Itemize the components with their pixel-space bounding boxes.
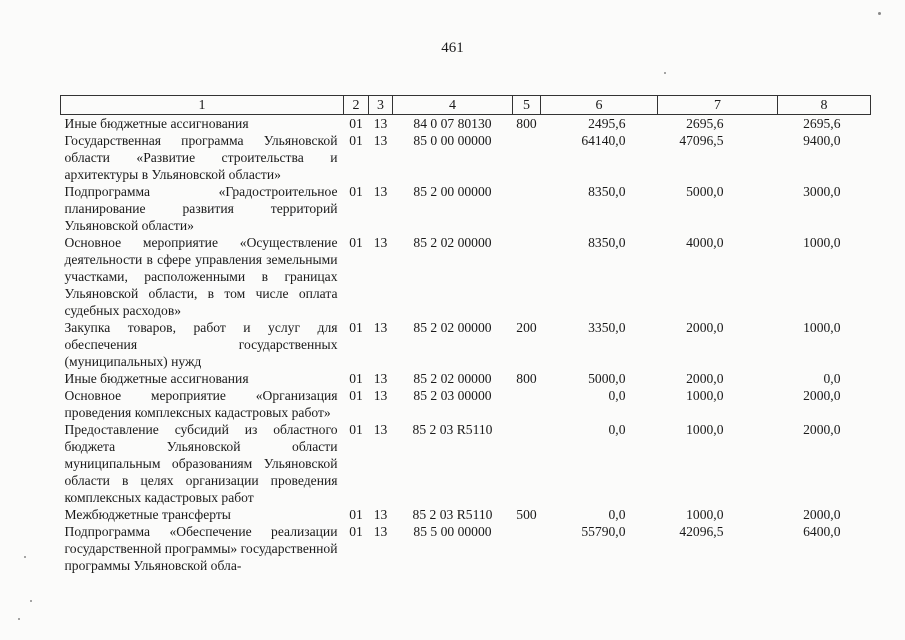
row-value-cell-c8: 2695,6	[803, 116, 841, 131]
row-value-cell-c3: 13	[373, 388, 388, 403]
row-value-cell-c6: 0,0	[608, 422, 626, 437]
row-value-cell-c7: 4000,0	[686, 235, 724, 250]
row-value-cell-c3: 13	[373, 235, 388, 250]
row-value-cell-c7: 2000,0	[686, 371, 724, 386]
row-value-cell-c8: 2000,0	[803, 507, 841, 522]
column-header: 1	[61, 96, 344, 115]
scan-speck	[18, 618, 20, 620]
row-value-cell-c5	[513, 421, 541, 506]
table-header-row	[61, 96, 871, 115]
row-value-cell-c4: 85 2 03 00000	[413, 388, 492, 403]
scan-speck	[24, 556, 26, 558]
row-value-cell-c2: 01	[349, 507, 363, 522]
row-value-cell-c4: 85 5 00 00000	[413, 524, 492, 539]
row-value-cell-c5: 800	[516, 371, 537, 386]
row-value-cell-c2: 01	[349, 235, 363, 250]
row-value-cell-c6: 8350,0	[588, 235, 626, 250]
row-value-cell-c8: 1000,0	[803, 235, 841, 250]
scan-speck	[664, 72, 666, 74]
column-header: 8	[778, 96, 871, 115]
column-header: 7	[658, 96, 778, 115]
table-row	[61, 234, 871, 319]
row-value-cell-c2: 01	[349, 371, 363, 386]
row-value-cell-c5: 200	[516, 320, 537, 335]
row-value-cell-c7: 42096,5	[679, 524, 724, 539]
row-value-cell-c7: 2695,6	[686, 116, 724, 131]
row-name-cell: Закупка товаров, работ и услуг для обеспечения государственных (муниципальных) нужд	[64, 320, 338, 369]
table-row	[61, 506, 871, 523]
row-value-cell-c6: 0,0	[608, 507, 626, 522]
row-value-cell-c7: 1000,0	[686, 422, 724, 437]
row-value-cell-c6: 8350,0	[588, 184, 626, 199]
row-value-cell-c3: 13	[373, 320, 388, 335]
row-name-cell: Иные бюджетные ассигнования	[64, 371, 249, 386]
row-value-cell-c3: 13	[373, 184, 388, 199]
row-value-cell-c5: 500	[516, 507, 537, 522]
column-header: 3	[369, 96, 393, 115]
page-number: 461	[441, 40, 464, 56]
row-value-cell-c7: 5000,0	[686, 184, 724, 199]
table-row	[61, 183, 871, 234]
row-value-cell-c4: 85 0 00 00000	[413, 133, 492, 148]
row-name-cell: Подпрограмма «Градостроительное планирование развития территорий Ульяновской области»	[64, 184, 338, 233]
row-value-cell-c6: 3350,0	[588, 320, 626, 335]
row-value-cell-c5	[513, 183, 541, 234]
row-value-cell-c3: 13	[373, 133, 388, 148]
row-value-cell-c4: 85 2 03 R5110	[412, 422, 493, 437]
row-value-cell-c7: 47096,5	[679, 133, 724, 148]
row-value-cell-c8: 1000,0	[803, 320, 841, 335]
table-row	[61, 319, 871, 370]
row-name-cell: Межбюджетные трансферты	[64, 507, 231, 522]
row-value-cell-c4: 85 2 02 00000	[413, 235, 492, 250]
row-value-cell-c4: 85 2 03 R5110	[412, 507, 493, 522]
row-value-cell-c5	[513, 523, 541, 575]
budget-table	[60, 95, 871, 575]
row-value-cell-c4: 85 2 02 00000	[413, 320, 492, 335]
row-value-cell-c4: 84 0 07 80130	[413, 116, 492, 131]
row-value-cell-c2: 01	[349, 320, 363, 335]
row-value-cell-c6: 5000,0	[588, 371, 626, 386]
row-value-cell-c8: 3000,0	[803, 184, 841, 199]
row-value-cell-c3: 13	[373, 422, 388, 437]
row-value-cell-c8: 2000,0	[803, 422, 841, 437]
row-name-cell: Иные бюджетные ассигнования	[64, 116, 249, 131]
table-row	[61, 421, 871, 506]
row-value-cell-c3: 13	[373, 116, 388, 131]
table-row	[61, 387, 871, 421]
row-value-cell-c4: 85 2 00 00000	[413, 184, 492, 199]
row-value-cell-c8: 6400,0	[803, 524, 841, 539]
row-value-cell-c8: 2000,0	[803, 388, 841, 403]
row-value-cell-c2: 01	[349, 422, 363, 437]
row-value-cell-c3: 13	[373, 524, 388, 539]
table-row	[61, 132, 871, 183]
column-header: 5	[513, 96, 541, 115]
row-value-cell-c7: 1000,0	[686, 388, 724, 403]
row-value-cell-c2: 01	[349, 184, 363, 199]
row-value-cell-c3: 13	[373, 507, 388, 522]
column-header: 2	[344, 96, 369, 115]
column-header: 4	[393, 96, 513, 115]
row-value-cell-c6: 55790,0	[581, 524, 626, 539]
table-row	[61, 523, 871, 575]
row-name-cell: Государственная программа Ульяновской области «Развитие строительства и архитектуры в Ульяновской области»	[64, 133, 338, 182]
row-name-cell: Основное мероприятие «Осуществление деятельности в сфере управления земельными участками, расположенными в границах Ульяновской области, в том числе оплата судебных расходов»	[64, 235, 338, 318]
row-value-cell-c6: 0,0	[608, 388, 626, 403]
row-name-cell: Подпрограмма «Обеспечение реализации государственной программы» государственной программы Ульяновской обла-	[64, 524, 338, 573]
column-header: 6	[541, 96, 658, 115]
table-row	[61, 370, 871, 387]
row-value-cell-c8: 9400,0	[803, 133, 841, 148]
row-value-cell-c6: 64140,0	[581, 133, 626, 148]
row-value-cell-c2: 01	[349, 388, 363, 403]
row-value-cell-c2: 01	[349, 133, 363, 148]
row-value-cell-c4: 85 2 02 00000	[413, 371, 492, 386]
table-row	[61, 115, 871, 133]
scan-speck	[878, 12, 881, 15]
row-value-cell-c2: 01	[349, 524, 363, 539]
row-value-cell-c6: 2495,6	[588, 116, 626, 131]
row-value-cell-c7: 2000,0	[686, 320, 724, 335]
row-name-cell: Предоставление субсидий из областного бюджета Ульяновской области муниципальным образованиям Ульяновской области в целях организации проведения комплексных кадастровых работ	[64, 422, 338, 505]
scan-speck	[30, 600, 32, 602]
row-value-cell-c5	[513, 387, 541, 421]
row-value-cell-c5	[513, 234, 541, 319]
row-value-cell-c8: 0,0	[823, 371, 841, 386]
row-value-cell-c3: 13	[373, 371, 388, 386]
row-value-cell-c5: 800	[516, 116, 537, 131]
row-value-cell-c5	[513, 132, 541, 183]
row-value-cell-c2: 01	[349, 116, 363, 131]
row-name-cell: Основное мероприятие «Организация проведения комплексных кадастровых работ»	[64, 388, 338, 420]
row-value-cell-c7: 1000,0	[686, 507, 724, 522]
